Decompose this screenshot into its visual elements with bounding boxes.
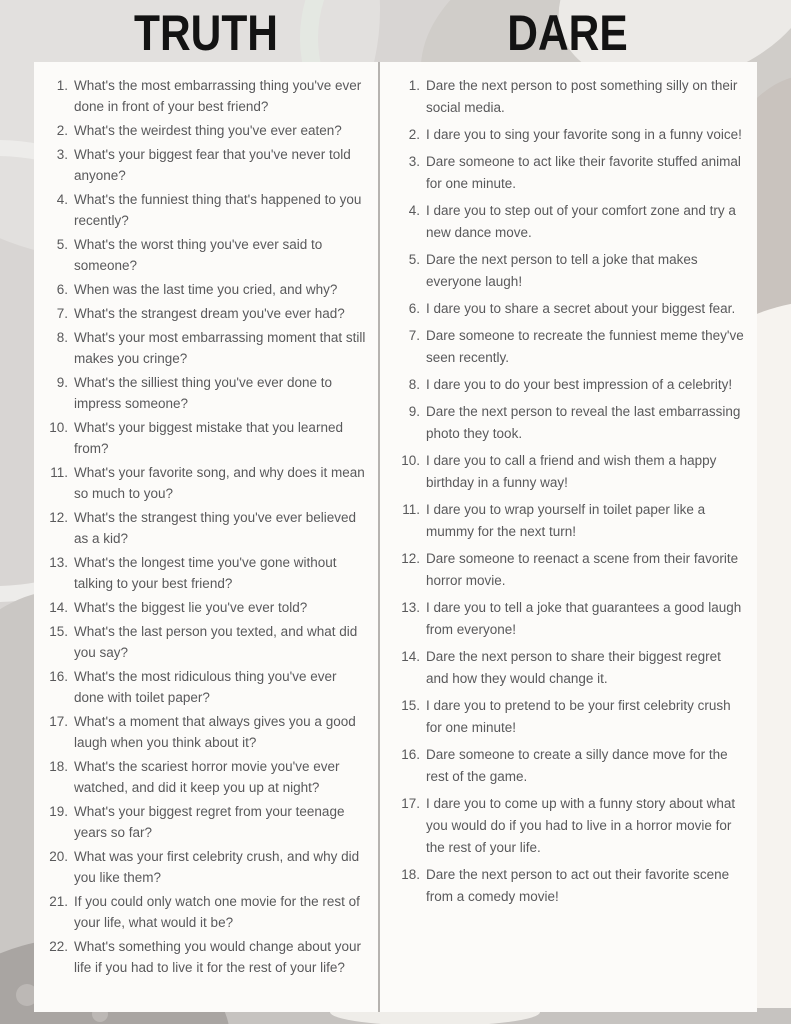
item-text: What's the scariest horror movie you've ever watched, and did it keep you up at night?: [74, 759, 340, 795]
item-text: Dare someone to create a silly dance move for the rest of the game.: [426, 747, 728, 784]
item-number: 6.: [56, 282, 68, 297]
item-number: 8.: [408, 377, 420, 392]
list-item: [398, 124, 747, 146]
item-number: 15.: [401, 698, 420, 713]
item-text: What was your first celebrity crush, and why did you like them?: [74, 849, 360, 885]
list-item: [46, 597, 370, 618]
item-text: What's the worst thing you've ever said to someone?: [74, 237, 323, 273]
item-number: 18.: [401, 867, 420, 882]
list-item: [398, 450, 747, 494]
item-number: 2.: [56, 123, 68, 138]
item-text: What's the strangest thing you've ever believed as a kid?: [74, 510, 357, 546]
item-number: 13.: [401, 600, 420, 615]
item-number: 13.: [49, 555, 68, 570]
list-item: [398, 249, 747, 293]
list-item: [398, 200, 747, 244]
item-text: What's the funniest thing that's happened to you recently?: [74, 192, 362, 228]
item-text: I dare you to sing your favorite song in a funny voice!: [426, 127, 742, 142]
list-item: [46, 144, 370, 186]
item-text: I dare you to call a friend and wish them a happy birthday in a funny way!: [426, 453, 717, 490]
list-item: [46, 621, 370, 663]
item-number: 8.: [56, 330, 68, 345]
list-item: [46, 303, 370, 324]
item-text: What's the most ridiculous thing you've ever done with toilet paper?: [74, 669, 337, 705]
item-text: Dare the next person to tell a joke that makes everyone laugh!: [426, 252, 698, 289]
list-item: [398, 401, 747, 445]
list-sheet: [34, 62, 757, 1012]
list-item: [398, 499, 747, 543]
item-number: 15.: [49, 624, 68, 639]
list-item: [46, 234, 370, 276]
item-text: When was the last time you cried, and why?: [74, 282, 338, 297]
list-item: [46, 327, 370, 369]
truth-list: [46, 75, 370, 978]
list-item: [46, 711, 370, 753]
item-text: What's your biggest fear that you've never told anyone?: [74, 147, 351, 183]
item-text: Dare someone to recreate the funniest meme they've seen recently.: [426, 328, 744, 365]
item-number: 4.: [56, 192, 68, 207]
list-item: [46, 801, 370, 843]
item-text: What's your biggest regret from your teenage years so far?: [74, 804, 345, 840]
item-text: What's the longest time you've gone without talking to your best friend?: [74, 555, 337, 591]
item-text: What's the weirdest thing you've ever eaten?: [74, 123, 342, 138]
item-text: What's the strangest dream you've ever had?: [74, 306, 345, 321]
item-number: 14.: [401, 649, 420, 664]
list-item: [46, 75, 370, 117]
item-text: Dare the next person to post something silly on their social media.: [426, 78, 738, 115]
list-item: [398, 298, 747, 320]
item-number: 1.: [408, 78, 420, 93]
list-item: [398, 793, 747, 859]
item-number: 12.: [401, 551, 420, 566]
item-number: 17.: [401, 796, 420, 811]
list-item: [46, 417, 370, 459]
item-text: Dare the next person to act out their favorite scene from a comedy movie!: [426, 867, 730, 904]
item-text: What's the last person you texted, and what did you say?: [74, 624, 358, 660]
item-number: 7.: [56, 306, 68, 321]
truth-column: [34, 62, 378, 1012]
item-number: 5.: [408, 252, 420, 267]
list-item: [46, 372, 370, 414]
list-item: [398, 744, 747, 788]
list-item: [398, 151, 747, 195]
item-number: 21.: [49, 894, 68, 909]
item-number: 16.: [49, 669, 68, 684]
item-text: I dare you to share a secret about your biggest fear.: [426, 301, 736, 316]
list-item: [46, 279, 370, 300]
truth-title: TRUTH: [133, 5, 278, 61]
dare-title: DARE: [507, 5, 628, 61]
item-text: What's something you would change about your life if you had to live it for the rest of your life?: [74, 939, 362, 975]
list-item: [398, 325, 747, 369]
item-number: 22.: [49, 939, 68, 954]
dare-column: [380, 62, 757, 1012]
item-number: 11.: [50, 465, 68, 480]
item-number: 3.: [408, 154, 420, 169]
dare-list: [398, 75, 747, 908]
item-number: 9.: [408, 404, 420, 419]
item-text: I dare you to tell a joke that guarantees a good laugh from everyone!: [426, 600, 742, 637]
item-number: 10.: [401, 453, 420, 468]
item-number: 12.: [49, 510, 68, 525]
item-number: 10.: [49, 420, 68, 435]
list-item: [398, 374, 747, 396]
item-number: 1.: [56, 78, 68, 93]
list-item: [46, 552, 370, 594]
list-item: [46, 120, 370, 141]
list-item: [398, 75, 747, 119]
list-item: [46, 507, 370, 549]
list-item: [398, 695, 747, 739]
item-text: What's your favorite song, and why does it mean so much to you?: [74, 465, 365, 501]
item-text: Dare the next person to reveal the last embarrassing photo they took.: [426, 404, 741, 441]
item-text: What's your most embarrassing moment that still makes you cringe?: [74, 330, 366, 366]
item-text: I dare you to pretend to be your first celebrity crush for one minute!: [426, 698, 731, 735]
item-number: 16.: [401, 747, 420, 762]
item-text: If you could only watch one movie for the rest of your life, what would it be?: [74, 894, 360, 930]
item-text: What's the most embarrassing thing you've ever done in front of your best friend?: [74, 78, 362, 114]
item-text: Dare the next person to share their biggest regret and how they would change it.: [426, 649, 721, 686]
item-text: I dare you to wrap yourself in toilet paper like a mummy for the next turn!: [426, 502, 706, 539]
list-item: [46, 936, 370, 978]
list-item: [398, 864, 747, 908]
item-number: 14.: [49, 600, 68, 615]
item-number: 6.: [408, 301, 420, 316]
item-number: 5.: [56, 237, 68, 252]
item-number: 20.: [49, 849, 68, 864]
list-item: [46, 666, 370, 708]
list-item: [398, 597, 747, 641]
item-number: 7.: [408, 328, 420, 343]
item-number: 17.: [49, 714, 68, 729]
item-number: 19.: [49, 804, 68, 819]
item-text: What's the biggest lie you've ever told?: [74, 600, 308, 615]
item-number: 11.: [402, 502, 420, 517]
list-item: [46, 846, 370, 888]
item-number: 2.: [408, 127, 420, 142]
item-number: 9.: [56, 375, 68, 390]
list-item: [46, 891, 370, 933]
item-number: 3.: [56, 147, 68, 162]
list-item: [46, 462, 370, 504]
list-item: [398, 548, 747, 592]
item-number: 18.: [49, 759, 68, 774]
item-text: I dare you to step out of your comfort zone and try a new dance move.: [426, 203, 736, 240]
item-text: What's the silliest thing you've ever done to impress someone?: [74, 375, 333, 411]
item-text: Dare someone to reenact a scene from their favorite horror movie.: [426, 551, 739, 588]
item-text: I dare you to come up with a funny story about what you would do if you had to live in a horror movie for the rest of your life.: [426, 796, 736, 855]
list-item: [46, 189, 370, 231]
list-item: [398, 646, 747, 690]
item-text: What's your biggest mistake that you learned from?: [74, 420, 343, 456]
item-text: I dare you to do your best impression of a celebrity!: [426, 377, 733, 392]
item-text: What's a moment that always gives you a good laugh when you think about it?: [74, 714, 356, 750]
item-number: 4.: [408, 203, 420, 218]
list-item: [46, 756, 370, 798]
item-text: Dare someone to act like their favorite stuffed animal for one minute.: [426, 154, 741, 191]
